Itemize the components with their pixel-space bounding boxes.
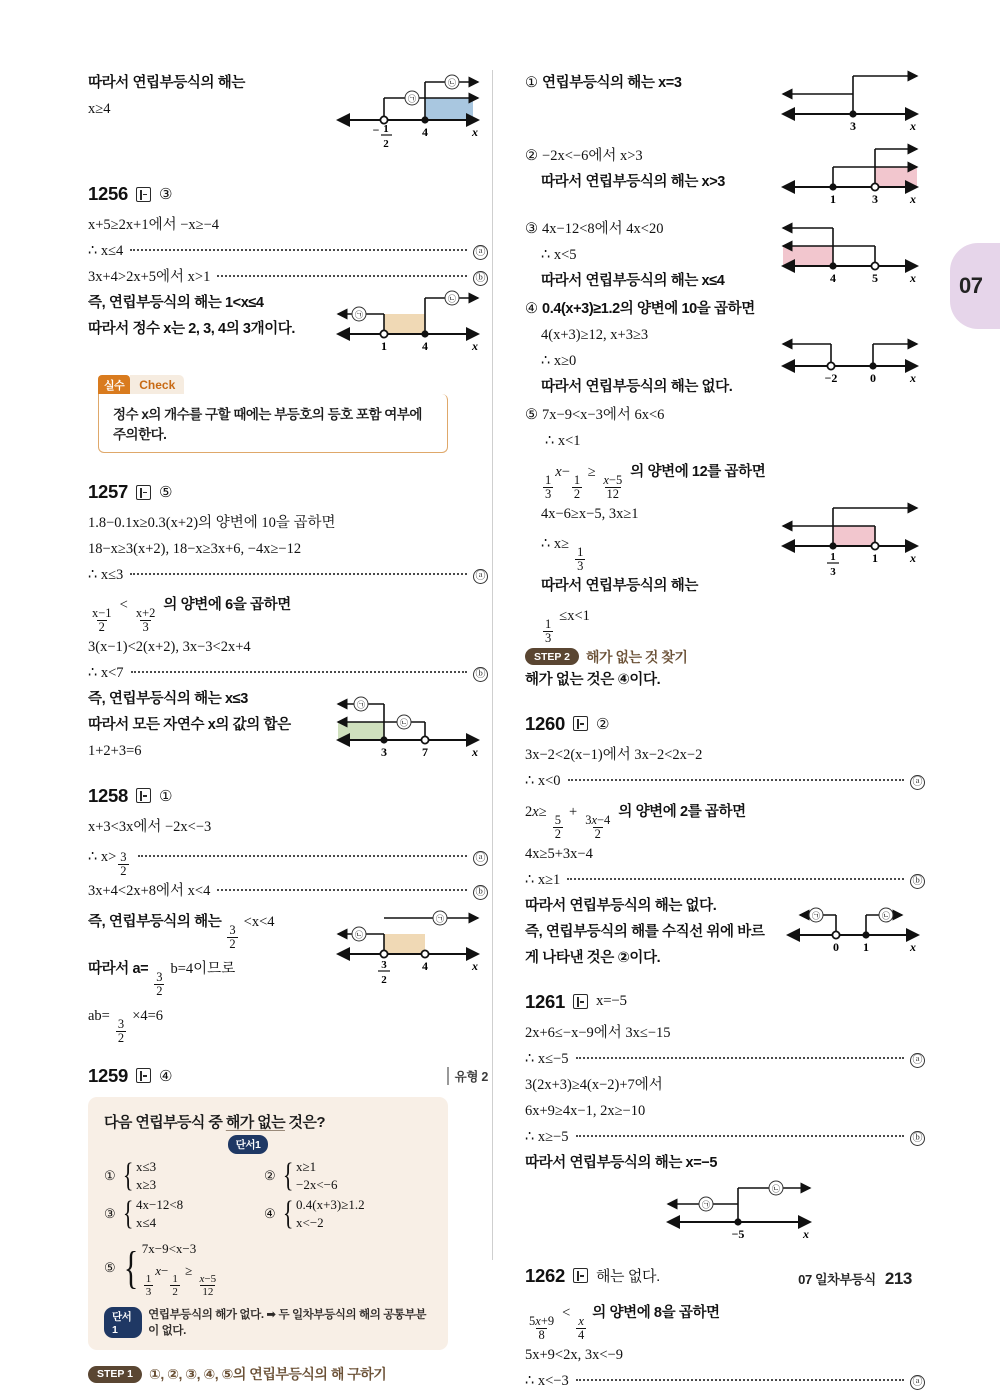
svg-text:7: 7 — [422, 744, 428, 759]
answer-value: 해는 없다. — [595, 1268, 660, 1286]
solution-line: 따라서 모든 자연수 x의 값의 합은 — [88, 716, 291, 733]
answer-icon — [136, 788, 151, 803]
solution-line: ⑤ 7x−9<x−3에서 6x<6 — [525, 407, 665, 423]
brace-icon: { — [282, 1195, 294, 1233]
solution-line: 게 나타낸 것은 ②이다. — [525, 949, 661, 966]
dot-leader — [567, 878, 904, 880]
solution-line: x+5≥2x+1에서 −x≥−4 — [88, 217, 220, 233]
answer-icon — [136, 187, 151, 202]
solution-line: ④ 0.4(x+3)≥1.2의 양변에 10을 곱하면 — [525, 301, 755, 317]
svg-text:4: 4 — [830, 271, 836, 285]
answer-icon — [136, 485, 151, 500]
svg-text:㉡: ㉡ — [448, 78, 456, 88]
mark-circle: ⓐ — [910, 1375, 925, 1390]
hint-text: 연립부등식의 해가 없다. ➡ 두 일차부등식의 해의 공통부분이 없다. — [148, 1309, 427, 1338]
option-line: x≤4 — [135, 1214, 157, 1230]
svg-text:1: 1 — [830, 551, 836, 563]
option-item — [264, 1196, 439, 1232]
answer-value: ⑤ — [158, 484, 173, 501]
solution-line: 5x+9<2x, 3x<−9 — [525, 1346, 623, 1363]
number-line-1257 — [328, 690, 488, 765]
option-line: x≥3 — [135, 1176, 157, 1192]
option-line: −2x<−6 — [295, 1176, 338, 1192]
solution-line-leader: ∴ x<7 ⓑ — [88, 660, 488, 686]
solution-line: 따라서 a= $\frac{3}{2}$ b=4이므로 — [88, 960, 236, 998]
answer-value: x=−5 — [595, 993, 627, 1010]
solution-line: 3x−2<2(x−1)에서 3x−2<2x−2 — [525, 746, 703, 763]
svg-text:1: 1 — [863, 939, 869, 954]
answer-icon — [573, 716, 588, 731]
solution-line: ② −2x<−6에서 x>3 — [525, 148, 643, 164]
fraction-three-halves: $\frac{3}{2}$ — [117, 1016, 125, 1045]
fraction-right: $\frac{x+2}{3}$ — [135, 605, 156, 634]
svg-text:x: x — [472, 125, 478, 139]
solution-line-leader: ∴ x≤3 ⓐ — [88, 562, 488, 588]
mark-circle: ⓑ — [910, 874, 925, 889]
step-2-answer: 해가 없는 것은 ④이다. — [525, 671, 661, 688]
solution-line-fraction: 2x≥ $\frac{5}{2}$ + $\frac{3x-4}{2}$ 의 양변에 2를 곱하면 — [525, 803, 746, 841]
svg-text:x: x — [472, 339, 478, 353]
solution-line: ∴ x<5 — [541, 247, 577, 263]
solution-line: ∴ x≥0 — [541, 353, 577, 369]
type-tag: 유형 2 — [447, 1067, 488, 1085]
option-item-5 — [104, 1238, 432, 1298]
dot-leader — [130, 249, 467, 251]
solution-1261 — [525, 991, 925, 1245]
solution-line-leader: ∴ x≤−5 ⓐ — [525, 1046, 925, 1072]
dot-leader — [130, 573, 467, 575]
solution-line: 즉, 연립부등식의 해는 $\frac{3}{2}$ <x<4 — [88, 913, 275, 951]
solution-line: ab= $\frac{3}{2}$ ×4=6 — [88, 1007, 164, 1045]
hint-row — [104, 1306, 432, 1338]
solution-line: ∴ x<1 — [545, 433, 581, 449]
footer-chapter: 07 일차부등식 — [798, 1272, 876, 1287]
solution-line: 6x+9≥4x−1, 2x≥−10 — [525, 1102, 646, 1119]
question-number-1261 — [525, 991, 925, 1013]
step-text: ①, ②, ③, ④, ⑤의 연립부등식의 해 구하기 — [149, 1366, 387, 1383]
solution-1260 — [525, 713, 925, 971]
fraction-three-halves: $\frac{3}{2}$ — [156, 969, 163, 998]
solution-line: 즉, 연립부등식의 해는 1<x≤4 — [88, 295, 264, 311]
solution-1258 — [88, 785, 488, 1045]
option-solution-2 — [525, 143, 925, 212]
solution-line: 3(2x+3)≥4(x−2)+7에서 — [525, 1076, 663, 1093]
option-line: x≤3 — [135, 1158, 157, 1174]
number-line-1261 — [660, 1178, 925, 1245]
svg-text:x: x — [910, 551, 916, 565]
answer-icon — [573, 994, 588, 1009]
question-number-1260 — [525, 713, 925, 735]
solution-line: 4(x+3)≥12, x+3≥3 — [541, 327, 649, 343]
option-solution-5 — [525, 402, 925, 645]
svg-text:2: 2 — [383, 138, 389, 150]
fraction-inequality-line — [88, 588, 488, 634]
number-line-opt4 — [775, 326, 925, 391]
solution-line: 4x≥5+3x−4 — [525, 845, 593, 862]
option-item — [104, 1158, 264, 1194]
svg-text:㉡: ㉡ — [448, 294, 456, 304]
solution-line: 따라서 연립부등식의 해는 x>3 — [541, 174, 725, 190]
chapter-tab: 07 — [950, 243, 1000, 329]
solution-line: 따라서 연립부등식의 해는 x=−5 — [525, 1154, 718, 1171]
clue-badge: 단서1 — [104, 1307, 142, 1338]
option-number: ② — [264, 1167, 276, 1183]
solution-line: 1.8−0.1x≥0.3(x+2)의 양변에 10을 곱하면 — [88, 515, 336, 531]
svg-text:㉠: ㉠ — [357, 700, 365, 710]
intro-line-1: 따라서 연립부등식의 해는 — [88, 75, 245, 91]
mark-circle: ⓑ — [473, 885, 488, 900]
solution-line: 따라서 연립부등식의 해는 없다. — [541, 379, 733, 395]
option-number: ④ — [264, 1205, 276, 1221]
answer-icon — [573, 1268, 588, 1283]
check-word-label: Check — [130, 375, 184, 394]
svg-text:x: x — [910, 192, 916, 206]
check-body-text: 정수 x의 개수를 구할 때에는 부등호의 등호 포함 여부에 주의한다. — [98, 394, 448, 453]
dot-leader — [217, 275, 467, 277]
solution-line: 2x+6≤−x−9에서 3x≤−15 — [525, 1024, 671, 1041]
answer-value: ① — [158, 787, 173, 805]
svg-text:1: 1 — [381, 339, 387, 353]
option-solution-3 — [525, 216, 925, 294]
solution-line-leader: ∴ x> $\frac{3}{2}$ ⓐ — [88, 840, 488, 878]
svg-text:1: 1 — [830, 192, 836, 206]
svg-text:0: 0 — [870, 371, 876, 385]
mark-circle: ⓑ — [473, 667, 488, 682]
option-item — [264, 1158, 439, 1194]
option-line: x<−2 — [295, 1214, 324, 1230]
solution-line-leader: ∴ x≥1 ⓑ — [525, 867, 925, 893]
solution-line: 따라서 정수 x는 2, 3, 4의 3개이다. — [88, 321, 296, 337]
svg-text:1: 1 — [872, 551, 878, 565]
svg-text:x: x — [910, 939, 916, 954]
option-line: 0.4(x+3)≥1.2 — [295, 1196, 365, 1212]
option-line: x≥1 — [295, 1158, 317, 1174]
relation-symbol: < — [119, 597, 128, 613]
svg-text:5: 5 — [872, 271, 878, 285]
number-line-opt2 — [775, 141, 925, 212]
step-pill: STEP 2 — [525, 648, 579, 665]
svg-text:㉠: ㉠ — [436, 914, 444, 924]
answer-value: ② — [595, 715, 610, 733]
solution-line-leader: ∴ x<−3 ⓐ — [525, 1368, 925, 1394]
mistake-check-box — [98, 375, 448, 453]
page-footer — [798, 1269, 912, 1289]
option-solution-4 — [525, 296, 925, 400]
step-pill: STEP 1 — [88, 1366, 142, 1383]
solution-line: 의 양변에 6을 곱하면 — [163, 597, 291, 613]
svg-text:x: x — [910, 271, 916, 285]
solution-line: x+3<3x에서 −2x<−3 — [88, 818, 212, 835]
mark-circle: ⓐ — [473, 851, 488, 866]
option-grid — [104, 1158, 432, 1232]
solution-line-fraction: $\frac{5x+9}{8}$ < $\frac{x}{4}$ 의 양변에 8을 곱하면 — [529, 1304, 720, 1342]
qnum-text: 1258 — [88, 784, 128, 806]
svg-text:−: − — [372, 123, 380, 137]
solution-line-leader: ∴ x≥−5 ⓑ — [525, 1124, 925, 1150]
svg-text:3: 3 — [830, 566, 836, 578]
clue-badge: 단서1 — [228, 1135, 269, 1154]
svg-text:㉡: ㉡ — [400, 718, 408, 728]
svg-text:4: 4 — [422, 958, 428, 973]
svg-text:3: 3 — [381, 744, 387, 759]
option-line: 7x−9<x−3 — [141, 1240, 197, 1256]
qnum-text: 1256 — [88, 183, 128, 204]
option-item — [104, 1196, 264, 1232]
number-line-opt5 — [775, 500, 925, 583]
svg-text:㉡: ㉡ — [772, 1184, 780, 1194]
svg-text:㉠: ㉠ — [355, 310, 363, 320]
svg-text:x: x — [803, 1226, 809, 1240]
svg-text:3: 3 — [381, 958, 387, 971]
solution-line: ∴ x≥ $\frac{1}{3}$ — [541, 535, 584, 573]
number-line-1260 — [780, 897, 925, 960]
solution-line-leader: ∴ x≤4 ⓐ — [88, 238, 488, 264]
svg-text:x: x — [472, 744, 478, 759]
svg-text:㉡: ㉡ — [355, 930, 363, 940]
intro-number-line — [328, 70, 488, 155]
mark-circle: ⓐ — [473, 569, 488, 584]
option-line-fraction: $\frac{1}{3}$ x− $\frac{1}{2}$ ≥ $\frac{x-5}{12}$ — [145, 1262, 217, 1299]
solution-line: 따라서 연립부등식의 해는 — [541, 577, 698, 594]
solution-line: 1+2+3=6 — [88, 742, 142, 759]
number-line-1258 — [328, 904, 488, 989]
svg-text:㉠: ㉠ — [812, 911, 820, 921]
option-number: ① — [104, 1167, 116, 1183]
dot-leader — [576, 1057, 905, 1059]
option-number: ⑤ — [104, 1259, 116, 1275]
dot-leader — [131, 671, 467, 673]
dot-leader — [576, 1135, 905, 1137]
dot-leader — [217, 889, 467, 891]
svg-text:3: 3 — [850, 119, 856, 133]
svg-text:−2: −2 — [824, 371, 838, 385]
badge-row — [64, 1135, 432, 1154]
solution-line: 즉, 연립부등식의 해는 x≤3 — [88, 690, 248, 707]
fraction-three-halves: $\frac{3}{2}$ — [229, 922, 236, 951]
svg-text:㉠: ㉠ — [702, 1200, 710, 1210]
number-line-opt1 — [775, 66, 925, 139]
fraction-left: $\frac{x-1}{2}$ — [92, 605, 112, 634]
answer-value: ③ — [158, 186, 173, 203]
solution-1256 — [88, 183, 488, 359]
qnum-text: 1261 — [525, 990, 565, 1012]
intro-block — [88, 70, 488, 155]
solution-line: 따라서 연립부등식의 해는 없다. — [525, 897, 717, 914]
solution-line: 18−x≥3(x+2), 18−x≥3x+6, −4x≥−12 — [88, 541, 302, 557]
brace-icon: { — [282, 1157, 294, 1195]
check-tag-label: 실수 — [98, 375, 130, 394]
question-number-1258 — [88, 785, 488, 807]
solution-1257 — [88, 481, 488, 765]
left-column — [88, 70, 488, 1384]
solution-line: 즉, 연립부등식의 해를 수직선 위에 바르 — [525, 923, 765, 940]
svg-text:0: 0 — [833, 939, 839, 954]
problem-box — [88, 1097, 448, 1350]
qnum-text: 1262 — [525, 1264, 565, 1286]
mark-circle: ⓐ — [473, 245, 488, 260]
brace-icon: { — [122, 1157, 134, 1195]
svg-text:x: x — [472, 958, 478, 973]
solution-1259 — [88, 1065, 488, 1384]
brace-icon: { — [123, 1241, 138, 1293]
solution-line-fraction: $\frac{1}{3}$ x− $\frac{1}{2}$ ≥ $\frac{x-5}{12}$ 의 양변에 12를 곱하면 — [545, 464, 766, 501]
option-number: ③ — [104, 1205, 116, 1221]
qnum-text: 1257 — [88, 481, 128, 502]
question-number-1259 — [88, 1065, 488, 1087]
number-line-opt3 — [775, 220, 925, 291]
answer-value: ④ — [158, 1067, 173, 1085]
solution-line-leader: 3x+4>2x+5에서 x>1 ⓑ — [88, 264, 488, 290]
dot-leader — [576, 1379, 904, 1381]
right-column — [525, 70, 925, 1394]
mark-circle: ⓐ — [910, 775, 925, 790]
svg-text:x: x — [910, 119, 916, 133]
brace-icon: { — [122, 1195, 134, 1233]
solution-line-leader: 3x+4<2x+8에서 x<4 ⓑ — [88, 878, 488, 904]
question-number-1256 — [88, 183, 488, 205]
svg-text:4: 4 — [422, 125, 428, 139]
svg-text:3: 3 — [872, 192, 878, 206]
solution-line: ③ 4x−12<8에서 4x<20 — [525, 221, 664, 237]
intro-line-2: x≥4 — [88, 101, 111, 117]
solution-line: ① 연립부등식의 해는 x=3 — [525, 75, 682, 91]
qnum-text: 1259 — [88, 1064, 128, 1086]
footer-page-number: 213 — [884, 1269, 912, 1288]
number-line-1256 — [328, 284, 488, 359]
solution-line: 3(x−1)<2(x+2), 3x−3<2x+4 — [88, 638, 251, 655]
fraction-three-halves: $\frac{3}{2}$ — [120, 849, 127, 878]
svg-text:2: 2 — [381, 973, 387, 984]
answer-icon — [136, 1068, 151, 1083]
solution-line-leader: ∴ x<0 ⓐ — [525, 768, 925, 794]
mark-circle: ⓑ — [473, 271, 488, 286]
svg-text:4: 4 — [422, 339, 428, 353]
svg-text:㉡: ㉡ — [882, 911, 890, 921]
mark-circle: ⓐ — [910, 1053, 925, 1068]
mark-circle: ⓑ — [910, 1131, 925, 1146]
step-text: 해가 없는 것 찾기 — [586, 648, 688, 665]
solution-line: 4x−6≥x−5, 3x≥1 — [541, 505, 639, 522]
svg-text:−5: −5 — [731, 1226, 745, 1240]
step-2-row — [525, 647, 925, 667]
qnum-text: 1260 — [525, 712, 565, 734]
svg-text:x: x — [910, 371, 916, 385]
dot-leader — [138, 855, 467, 857]
solution-line: 따라서 연립부등식의 해는 x≤4 — [541, 273, 725, 289]
column-divider — [492, 70, 493, 1260]
solution-line: $\frac{1}{3}$ ≤x<1 — [545, 607, 590, 645]
step-1-row — [88, 1364, 488, 1384]
dot-leader — [568, 779, 904, 781]
option-line: 4x−12<8 — [135, 1196, 184, 1212]
svg-text:㉠: ㉠ — [408, 94, 416, 104]
option-solution-1 — [525, 70, 925, 139]
problem-title: 다음 연립부등식 중 해가 없는 것은? — [104, 1113, 325, 1131]
question-number-1257 — [88, 481, 488, 503]
svg-text:1: 1 — [383, 123, 389, 135]
